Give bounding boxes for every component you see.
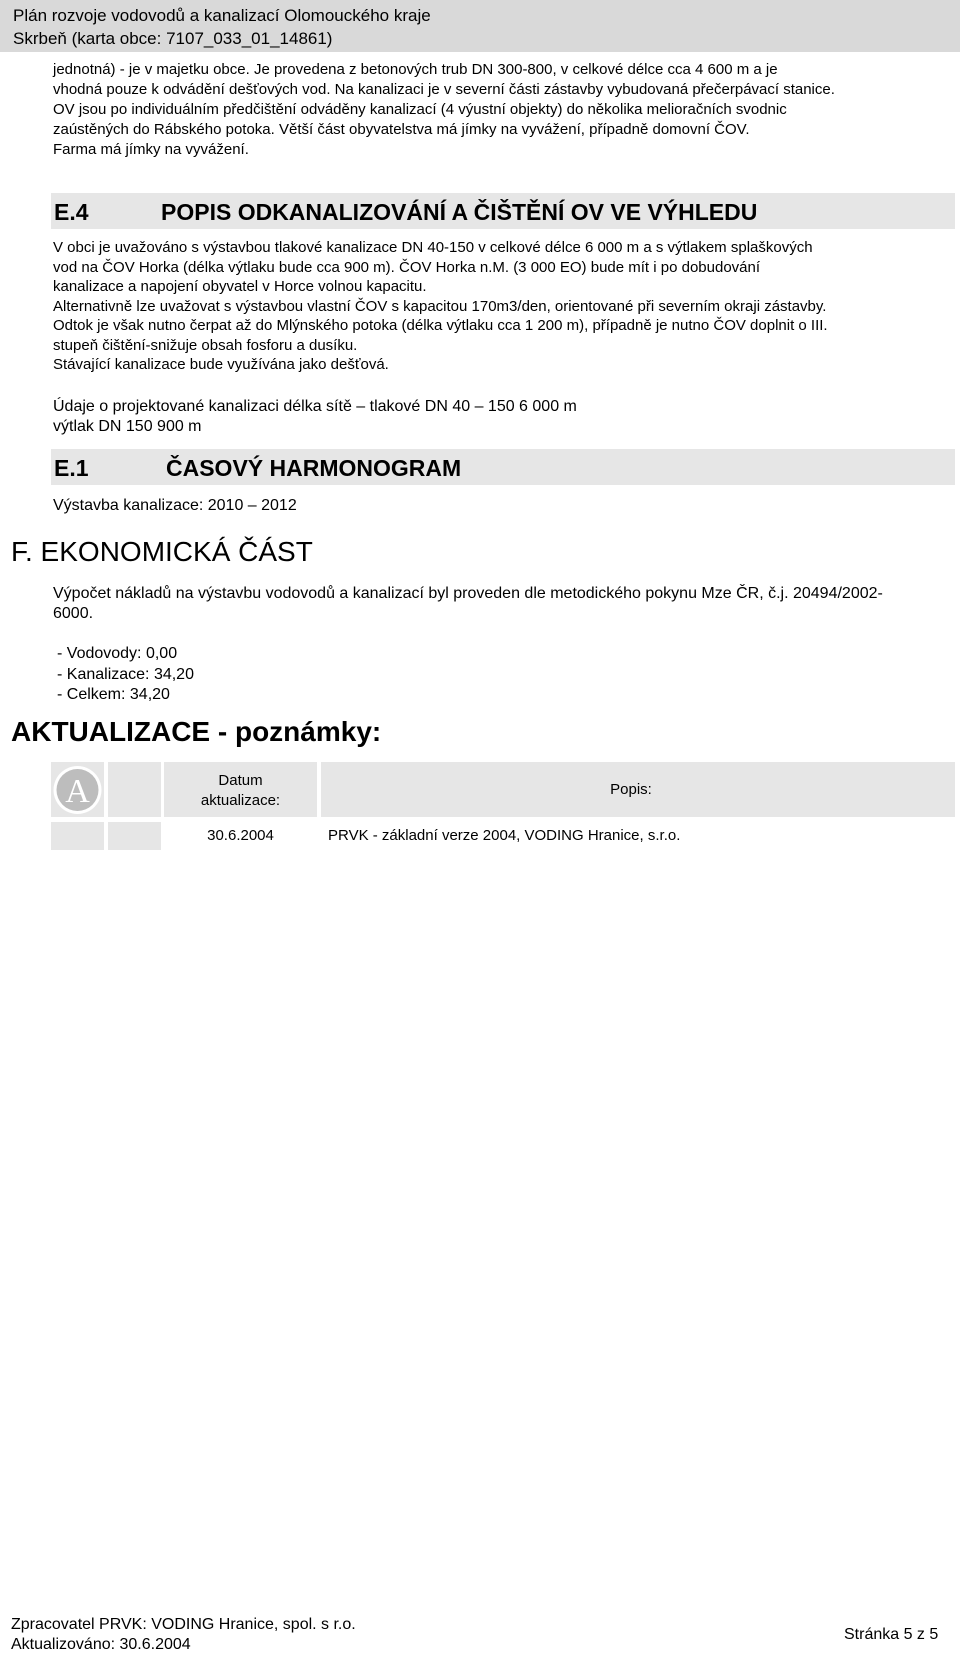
text-line: Stávající kanalizace bude využívána jako dešťová. — [53, 356, 389, 373]
aktualizace-heading: AKTUALIZACE - poznámky: — [11, 716, 382, 747]
logo-a-icon — [51, 762, 104, 817]
list-item: - Vodovody: 0,00 — [57, 645, 178, 662]
header-title: Plán rozvoje vodovodů a kanalizací Olomouckého kraje — [13, 6, 431, 25]
section-title: POPIS ODKANALIZOVÁNÍ A ČIŠTĚNÍ OV VE VÝHLEDU — [161, 199, 758, 225]
desc-header-label: Popis: — [610, 781, 652, 798]
section-e1-heading — [51, 449, 955, 485]
text-line: Údaje o projektované kanalizaci délka sítě – tlakové DN 40 – 150 6 000 m — [53, 398, 577, 415]
text-line: stupeň čištění-snižuje obsah fosforu a dusíku. — [53, 336, 358, 354]
text-line: zaústěných do Rábského potoka. Větší část obyvatelstva má jímky na vyvážení, případně domovní ČOV. — [53, 121, 750, 138]
section-e4-data — [53, 397, 953, 437]
empty-header-cell — [108, 762, 161, 817]
intro-paragraph — [53, 60, 953, 160]
text-line: Alternativně lze uvažovat s výstavbou vlastní ČOV s kapacitou 170m3/den, orientované při severním okraji zástavby. — [53, 297, 827, 315]
section-f-heading: F. EKONOMICKÁ ČÁST — [11, 536, 313, 567]
text-line: Výstavba kanalizace: 2010 – 2012 — [53, 497, 297, 514]
aktualizace-table — [51, 762, 955, 854]
text-line: kanalizace a napojení obyvatel v Horce volnou kapacitu. — [53, 278, 427, 295]
text-line: 6000. — [53, 605, 94, 622]
section-f-paragraph — [53, 584, 953, 624]
row-desc-cell — [321, 822, 955, 850]
text-line: jednotná) - je v majetku obce. Je provedena z betonových trub DN 300-800, v celkové délce cca 4 600 m a je — [53, 61, 778, 78]
date-header-cell — [164, 762, 317, 817]
section-number: E.1 — [54, 455, 89, 481]
header-subtitle: Skrbeň (karta obce: 7107_033_01_14861) — [13, 29, 333, 48]
date-header-line2: aktualizace: — [200, 792, 281, 809]
list-item: - Kanalizace: 34,20 — [57, 665, 194, 683]
text-line: V obci je uvažováno s výstavbou tlakové kanalizace DN 40-150 v celkové délce 6 000 m a s výtlakem splaškových — [53, 239, 813, 256]
section-e4-paragraph — [53, 238, 953, 375]
section-e1-text — [53, 496, 953, 516]
row-date-cell — [164, 822, 317, 850]
footer-updated: Aktualizováno: 30.6.2004 — [11, 1636, 191, 1653]
row-empty-cell — [51, 822, 104, 850]
footer-author: Zpracovatel PRVK: VODING Hranice, spol. s r.o. — [11, 1616, 356, 1633]
text-line: Výpočet nákladů na výstavbu vodovodů a kanalizací byl proveden dle metodického pokynu Mze ČR, č.j. 20494/2002- — [53, 585, 883, 602]
row-desc: PRVK - základní verze 2004, VODING Hranice, s.r.o. — [328, 827, 681, 844]
footer-page-number: Stránka 5 z 5 — [844, 1626, 939, 1643]
section-title: ČASOVÝ HARMONOGRAM — [166, 455, 462, 481]
list-item: - Celkem: 34,20 — [57, 686, 170, 703]
date-header-line1: Datum — [218, 772, 263, 789]
section-number: E.4 — [54, 199, 89, 225]
text-line: vod na ČOV Horka (délka výtlaku bude cca 900 m). ČOV Horka n.M. (3 000 EO) bude mít i po dobudování — [53, 258, 761, 276]
logo-cell — [51, 762, 104, 817]
text-line: Odtok je však nutno čerpat až do Mlýnského potoka (délka výtlaku cca 1 200 m), případně je nutno ČOV doplnit o III. — [53, 317, 828, 334]
section-f-items — [57, 644, 957, 706]
page-header — [0, 0, 960, 52]
text-line: OV jsou po individuálním předčištění odváděny kanalizací (4 výustní objekty) do několika melioračních svodnic — [53, 101, 787, 118]
text-line: vhodná pouze k odvádění dešťových vod. Na kanalizaci je v severní části zástavby vybudovaná přečerpávací stanice. — [53, 81, 835, 98]
text-line: Farma má jímky na vyvážení. — [53, 141, 249, 158]
row-empty-cell — [108, 822, 161, 850]
row-date: 30.6.2004 — [207, 827, 274, 844]
desc-header-cell — [321, 762, 955, 817]
logo-letter: A — [65, 773, 90, 810]
section-e4-heading — [51, 193, 955, 229]
text-line: výtlak DN 150 900 m — [53, 418, 202, 435]
